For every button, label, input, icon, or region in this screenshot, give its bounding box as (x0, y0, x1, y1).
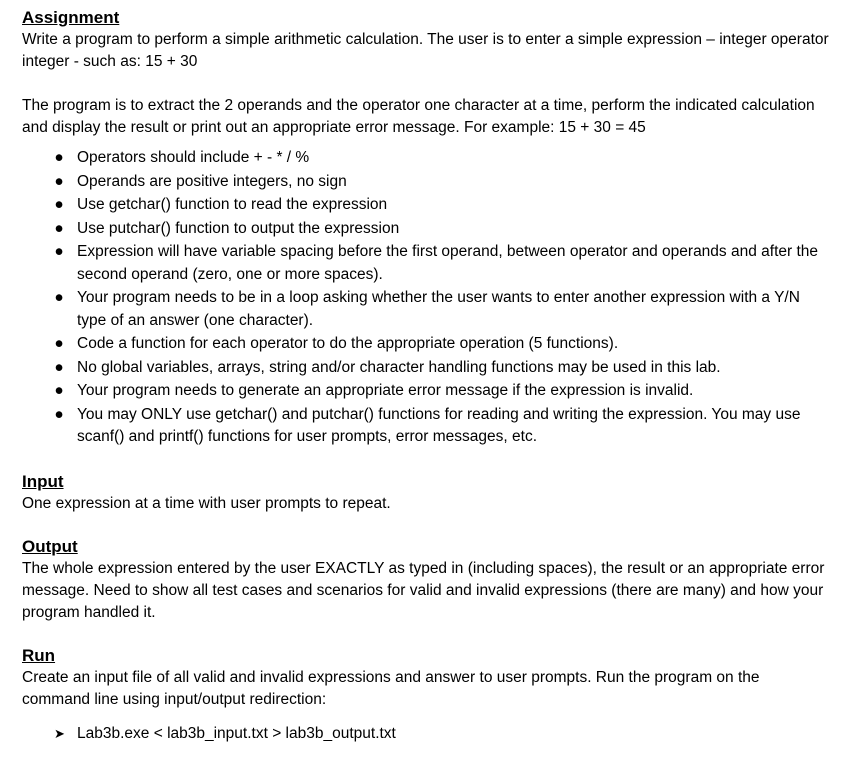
assignment-description-paragraph: The program is to extract the 2 operands and the operator one character at a time, perform the indicated calculation and display the result or print out an appropriate error message. For example: 15 + 30 = 45 (22, 97, 815, 136)
list-item (54, 241, 830, 286)
bullet-dot-icon: ● (54, 358, 64, 376)
bullet-dot-icon: ● (54, 196, 64, 213)
list-item-text: Use putchar() function to output the expression (77, 219, 400, 237)
list-item-text: Code a function for each operator to do the appropriate operation (5 functions). (77, 335, 619, 352)
list-item (54, 333, 830, 356)
input-section (22, 470, 830, 515)
bullet-dot-icon: ● (54, 243, 64, 260)
list-item-text: No global variables, arrays, string and/or character handling functions may be used in this lab. (77, 358, 721, 376)
list-item-text: Use getchar() function to read the expression (77, 196, 388, 213)
list-item-text: Your program needs to be in a loop asking whether the user wants to enter another expression with a Y/N type of an answer (one character). (77, 289, 800, 329)
input-heading: Input (22, 471, 64, 491)
list-item (54, 357, 830, 380)
list-item (54, 147, 830, 170)
bullet-dot-icon: ● (54, 289, 64, 306)
assignment-intro-paragraph: Write a program to perform a simple arithmetic calculation. The user is to enter a simple expression – integer operator integer - such as: 15 + 30 (22, 31, 829, 70)
list-item (54, 287, 830, 332)
list-item-text: You may ONLY use getchar() and putchar() functions for reading and writing the expression. You may use scanf() and printf() functions for user prompts, error messages, etc. (77, 405, 801, 445)
list-item (54, 171, 830, 194)
assignment-section (22, 6, 830, 449)
bullet-dot-icon: ● (54, 149, 64, 166)
run-text: Create an input file of all valid and invalid expressions and answer to user prompts. Run the program on the command line using input/output redirection: (22, 668, 760, 708)
output-heading: Output (22, 536, 78, 556)
list-item (54, 194, 830, 217)
input-text: One expression at a time with user prompts to repeat. (22, 494, 391, 512)
bullet-dot-icon: ● (54, 219, 64, 237)
assignment-heading: Assignment (22, 8, 120, 27)
list-item-text: Operands are positive integers, no sign (77, 172, 347, 190)
list-item-text: Your program needs to generate an appropriate error message if the expression is invalid. (77, 382, 694, 399)
output-text: The whole expression entered by the user EXACTLY as typed in (including spaces), the result or an appropriate error message. Need to show all test cases and scenarios for valid and invalid expressions (there are many) and how your program handled it. (22, 559, 825, 621)
bullet-dot-icon: ● (54, 382, 64, 399)
run-heading: Run (22, 645, 56, 665)
arrow-bullet-icon: ➤ (54, 725, 65, 741)
bullet-dot-icon: ● (54, 335, 64, 352)
requirements-list (22, 147, 830, 449)
bullet-dot-icon: ● (54, 405, 64, 423)
list-item-text: Expression will have variable spacing before the first operand, between operator and operands and after the second operand (zero, one or more spaces). (77, 243, 819, 283)
list-item (54, 380, 830, 403)
output-section (22, 535, 830, 624)
list-item (54, 404, 830, 449)
bullet-dot-icon: ● (54, 172, 64, 190)
run-section (22, 644, 830, 745)
command-line-item (22, 723, 830, 745)
list-item (54, 218, 830, 241)
command-text: Lab3b.exe < lab3b_input.txt > lab3b_output.txt (77, 724, 396, 742)
list-item-text: Operators should include + - * / % (77, 149, 310, 166)
